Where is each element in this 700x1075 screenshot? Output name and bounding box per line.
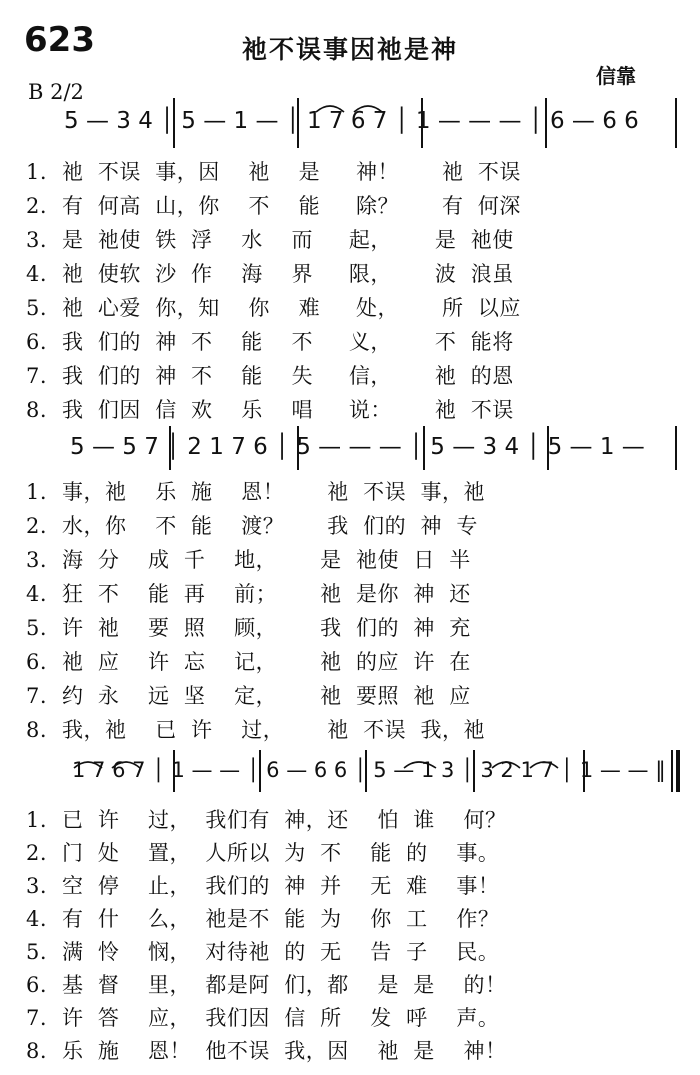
lyric-text: 祂 心爱 你，知 你 难 处， 所 以应 bbox=[62, 296, 521, 320]
lyric-text: 有 何高 山，你 不 能 除？ 有 何深 bbox=[62, 194, 521, 218]
lyric-line bbox=[26, 190, 521, 224]
notation-line-2: 5 — 5 7 │ 2 1 7 6 │ 5 — — — │ 5 — 3 4 │ 5 — 1 — bbox=[70, 434, 645, 460]
verse-number: 2. bbox=[26, 194, 48, 218]
key-signature: B 2/2 bbox=[28, 80, 84, 104]
lyric-line bbox=[26, 837, 507, 870]
lyric-line bbox=[26, 870, 507, 903]
lyric-text: 有 什 么， 祂是不 能 为 你 工 作？ bbox=[62, 907, 500, 931]
lyric-line bbox=[26, 258, 521, 292]
lyric-text: 满 怜 悯， 对待祂 的 无 告 子 民。 bbox=[62, 940, 500, 964]
lyric-text: 基 督 里， 都是阿 们，都 是 是 的！ bbox=[62, 973, 507, 997]
lyric-line bbox=[26, 578, 485, 612]
lyric-text: 祂 应 许 忘 记， 祂 的应 许 在 bbox=[62, 650, 471, 674]
hymn-author: 信靠 bbox=[596, 64, 636, 88]
verse-number: 7. bbox=[26, 364, 48, 388]
lyric-line bbox=[26, 394, 521, 428]
lyric-text: 我 们的 神 不 能 不 义， 不 能将 bbox=[62, 330, 514, 354]
notation-line-3: 1 7 6 7 │ 1 — — │ 6 — 6 6 │ 5 — 1 3 │ 3 2 1 7 │ 1 — — ‖ bbox=[72, 758, 666, 782]
verse-number: 2. bbox=[26, 841, 48, 865]
lyric-text: 乐 施 恩！ 他不误 我，因 祂 是 神！ bbox=[62, 1039, 507, 1063]
verse-number: 8. bbox=[26, 398, 48, 422]
verse-number: 5. bbox=[26, 296, 48, 320]
verse-number: 8. bbox=[26, 718, 48, 742]
verse-number: 8. bbox=[26, 1039, 48, 1063]
lyric-text: 是 祂使 铁 浮 水 而 起， 是 祂使 bbox=[62, 228, 514, 252]
lyric-line bbox=[26, 714, 485, 748]
verse-block-2 bbox=[26, 476, 485, 748]
hymn-title: 祂不误事因祂是神 bbox=[241, 35, 458, 64]
lyric-line bbox=[26, 969, 507, 1002]
lyric-line bbox=[26, 326, 521, 360]
verse-number: 7. bbox=[26, 684, 48, 708]
lyric-text: 空 停 止， 我们的 神 并 无 难 事！ bbox=[62, 874, 500, 898]
lyric-line bbox=[26, 646, 485, 680]
lyric-text: 许 答 应， 我们因 信 所 发 呼 声。 bbox=[62, 1006, 500, 1030]
verse-number: 3. bbox=[26, 228, 48, 252]
lyric-text: 祂 不误 事，因 祂 是 神！ 祂 不误 bbox=[62, 160, 521, 184]
verse-number: 4. bbox=[26, 262, 48, 286]
notation-line-1: 5 — 3 4 │ 5 — 1 — │ 1 7 6 7 │ 1 — — — │ 6 — 6 6 bbox=[64, 108, 639, 134]
lyric-text: 许 祂 要 照 顾， 我 们的 神 充 bbox=[62, 616, 471, 640]
lyric-line bbox=[26, 544, 485, 578]
verse-number: 2. bbox=[26, 514, 48, 538]
lyric-line bbox=[26, 804, 507, 837]
lyric-text: 约 永 远 坚 定， 祂 要照 祂 应 bbox=[62, 684, 471, 708]
lyric-line bbox=[26, 612, 485, 646]
verse-number: 3. bbox=[26, 874, 48, 898]
lyric-line bbox=[26, 156, 521, 190]
verse-number: 3. bbox=[26, 548, 48, 572]
verse-number: 1. bbox=[26, 480, 48, 504]
lyric-line bbox=[26, 936, 507, 969]
lyric-text: 海 分 成 千 地， 是 祂使 日 半 bbox=[62, 548, 471, 572]
verse-number: 4. bbox=[26, 582, 48, 606]
lyric-line bbox=[26, 903, 507, 936]
lyric-line bbox=[26, 1035, 507, 1068]
verse-number: 1. bbox=[26, 160, 48, 184]
lyric-text: 我 们因 信 欢 乐 唱 说： 祂 不误 bbox=[62, 398, 514, 422]
lyric-line bbox=[26, 1002, 507, 1035]
verse-number: 5. bbox=[26, 940, 48, 964]
hymn-number: 623 bbox=[24, 20, 95, 60]
verse-number: 4. bbox=[26, 907, 48, 931]
verse-number: 6. bbox=[26, 650, 48, 674]
lyric-line bbox=[26, 292, 521, 326]
verse-number: 6. bbox=[26, 330, 48, 354]
verse-number: 7. bbox=[26, 1006, 48, 1030]
lyric-line bbox=[26, 476, 485, 510]
verse-number: 6. bbox=[26, 973, 48, 997]
lyric-line bbox=[26, 680, 485, 714]
lyric-text: 我，祂 已 许 过， 祂 不误 我，祂 bbox=[62, 718, 486, 742]
verse-block-1 bbox=[26, 156, 521, 428]
lyric-text: 门 处 置， 人所以 为 不 能 的 事。 bbox=[62, 841, 500, 865]
lyric-line bbox=[26, 224, 521, 258]
verse-block-3 bbox=[26, 804, 507, 1068]
lyric-text: 我 们的 神 不 能 失 信， 祂 的恩 bbox=[62, 364, 514, 388]
lyric-text: 事，祂 乐 施 恩！ 祂 不误 事，祂 bbox=[62, 480, 486, 504]
lyric-text: 狂 不 能 再 前； 祂 是你 神 还 bbox=[62, 582, 471, 606]
verse-number: 1. bbox=[26, 808, 48, 832]
verse-number: 5. bbox=[26, 616, 48, 640]
lyric-line bbox=[26, 360, 521, 394]
lyric-text: 已 许 过， 我们有 神，还 怕 谁 何？ bbox=[62, 808, 507, 832]
lyric-text: 水，你 不 能 渡？ 我 们的 神 专 bbox=[62, 514, 478, 538]
lyric-line bbox=[26, 510, 485, 544]
lyric-text: 祂 使软 沙 作 海 界 限， 波 浪虽 bbox=[62, 262, 514, 286]
